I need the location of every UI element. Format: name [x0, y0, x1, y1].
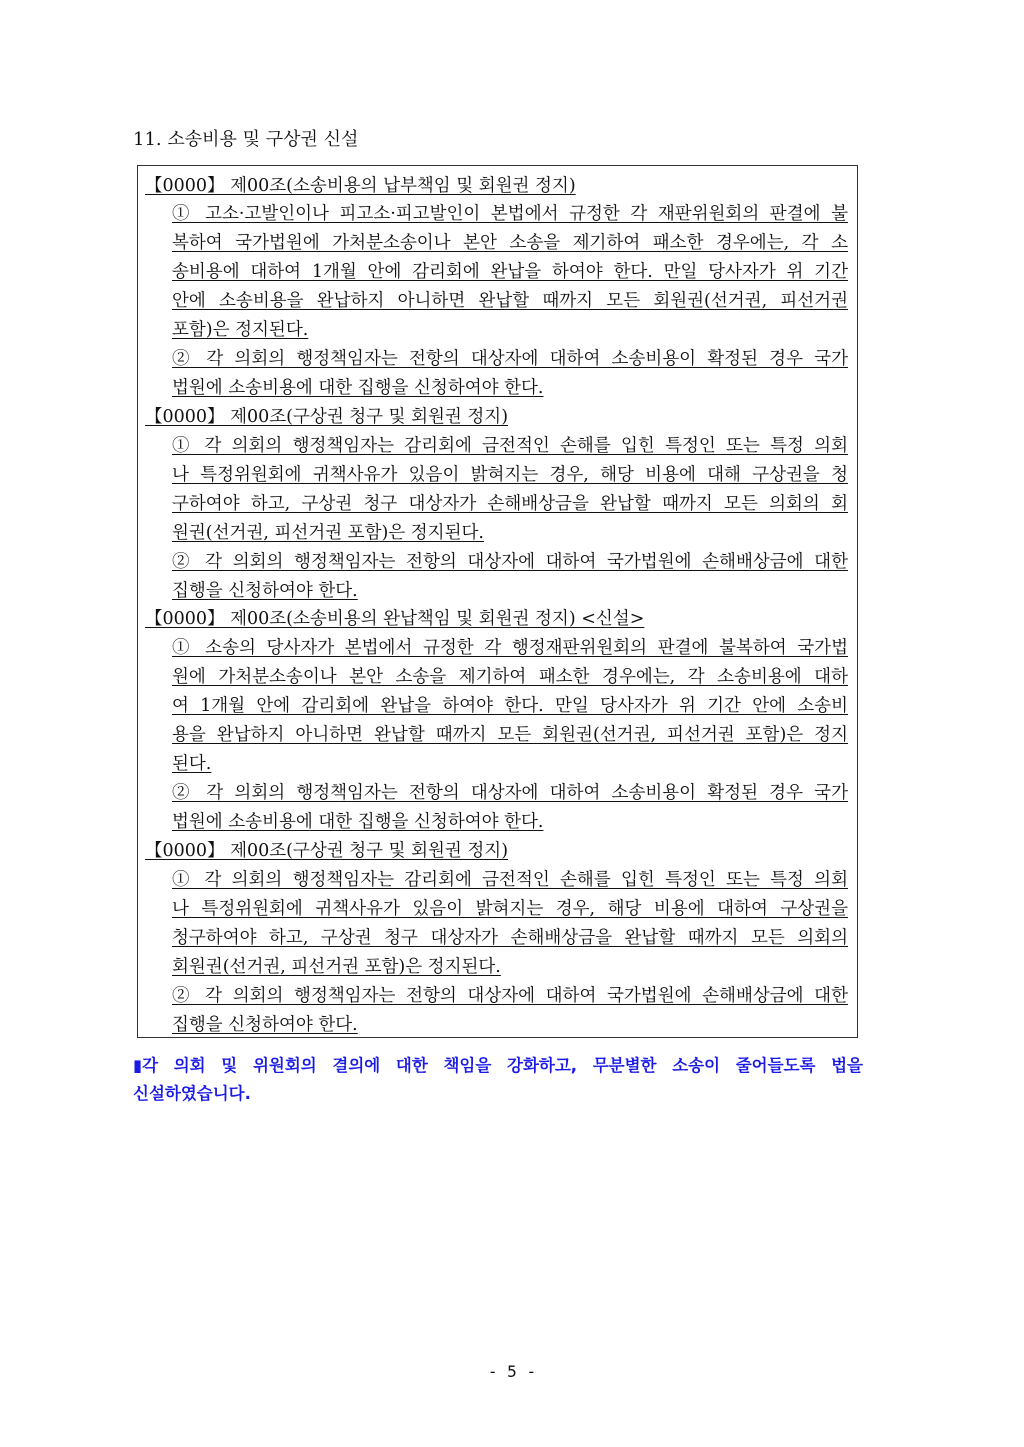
text-line: 원에 가처분소송이나 본안 소송을 제기하여 패소한 경우에는, 각 소송비용에 대하 [172, 667, 848, 687]
text-line: ① 고소·고발인이나 피고소·피고발인이 본법에서 규정한 각 재판위원회의 판결에 불 [172, 204, 848, 224]
page-number: - 5 - [487, 1362, 537, 1381]
text-line: 법원에 소송비용에 대한 집행을 신청하여야 한다. [172, 812, 544, 832]
text-line: 법원에 소송비용에 대한 집행을 신청하여야 한다. [172, 378, 544, 398]
summary-note-line1: ▮각 의회 및 위원회의 결의에 대한 책임을 강화하고, 무분별한 소송이 줄어들도록 법을 [133, 1056, 863, 1075]
text-line: 나 특정위원회에 귀책사유가 있음이 밝혀지는 경우, 해당 비용에 대하여 구상권을 [172, 899, 848, 919]
text-line: 복하여 국가법원에 가처분소송이나 본안 소송을 제기하여 패소한 경우에는, 각 소 [172, 233, 848, 253]
text-line: 구하여야 하고, 구상권 청구 대상자가 손해배상금을 완납할 때까지 모든 의회의 회 [172, 494, 848, 514]
article-heading: 【0000】 제00조(소송비용의 완납책임 및 회원권 정지) <신설> [145, 609, 645, 629]
text-line: 집행을 신청하여야 한다. [172, 1015, 358, 1035]
text-line: 여 1개월 안에 감리회에 완납을 하여야 한다. 만일 당사자가 위 기간 안에 소송비 [172, 696, 848, 716]
text-line: 된다. [172, 754, 212, 774]
text-line: ② 각 의회의 행정책임자는 전항의 대상자에 대하여 소송비용이 확정된 경우 국가 [172, 783, 848, 803]
text-line: ② 각 의회의 행정책임자는 전항의 대상자에 대하여 국가법원에 손해배상금에 대한 [172, 986, 848, 1006]
text-line: 회원권(선거권, 피선거권 포함)은 정지된다. [172, 957, 501, 977]
text-line: 포함)은 정지된다. [172, 320, 309, 340]
text-line: 나 특정위원회에 귀책사유가 있음이 밝혀지는 경우, 해당 비용에 대해 구상권을 청 [172, 465, 848, 485]
article-heading: 【0000】 제00조(구상권 청구 및 회원권 정지) [145, 841, 509, 861]
text-line: 송비용에 대하여 1개월 안에 감리회에 완납을 하여야 한다. 만일 당사자가 위 기간 [172, 262, 848, 282]
text-line: 원권(선거권, 피선거권 포함)은 정지된다. [172, 523, 484, 543]
section-heading: 11. 소송비용 및 구상권 신설 [133, 129, 359, 150]
text-line: ① 각 의회의 행정책임자는 감리회에 금전적인 손해를 입힌 특정인 또는 특정 의회 [172, 870, 848, 890]
text-line: 청구하여야 하고, 구상권 청구 대상자가 손해배상금을 완납할 때까지 모든 의회의 [172, 928, 848, 948]
article-heading: 【0000】 제00조(소송비용의 납부책임 및 회원권 정지) [145, 176, 576, 196]
text-line: 집행을 신청하여야 한다. [172, 581, 358, 601]
text-line: ① 소송의 당사자가 본법에서 규정한 각 행정재판위원회의 판결에 불복하여 국가법 [172, 638, 848, 658]
text-line: ① 각 의회의 행정책임자는 감리회에 금전적인 손해를 입힌 특정인 또는 특정 의회 [172, 436, 848, 456]
text-line: 안에 소송비용을 완납하지 아니하면 완납할 때까지 모든 회원권(선거권, 피선거권 [172, 291, 848, 311]
text-line: 용을 완납하지 아니하면 완납할 때까지 모든 회원권(선거권, 피선거권 포함)은 정지 [172, 725, 848, 745]
summary-note-line2: 신설하였습니다. [133, 1084, 251, 1103]
text-line: ② 각 의회의 행정책임자는 전항의 대상자에 대하여 국가법원에 손해배상금에 대한 [172, 552, 848, 572]
text-line: ② 각 의회의 행정책임자는 전항의 대상자에 대하여 소송비용이 확정된 경우 국가 [172, 349, 848, 369]
article-heading: 【0000】 제00조(구상권 청구 및 회원권 정지) [145, 407, 509, 427]
